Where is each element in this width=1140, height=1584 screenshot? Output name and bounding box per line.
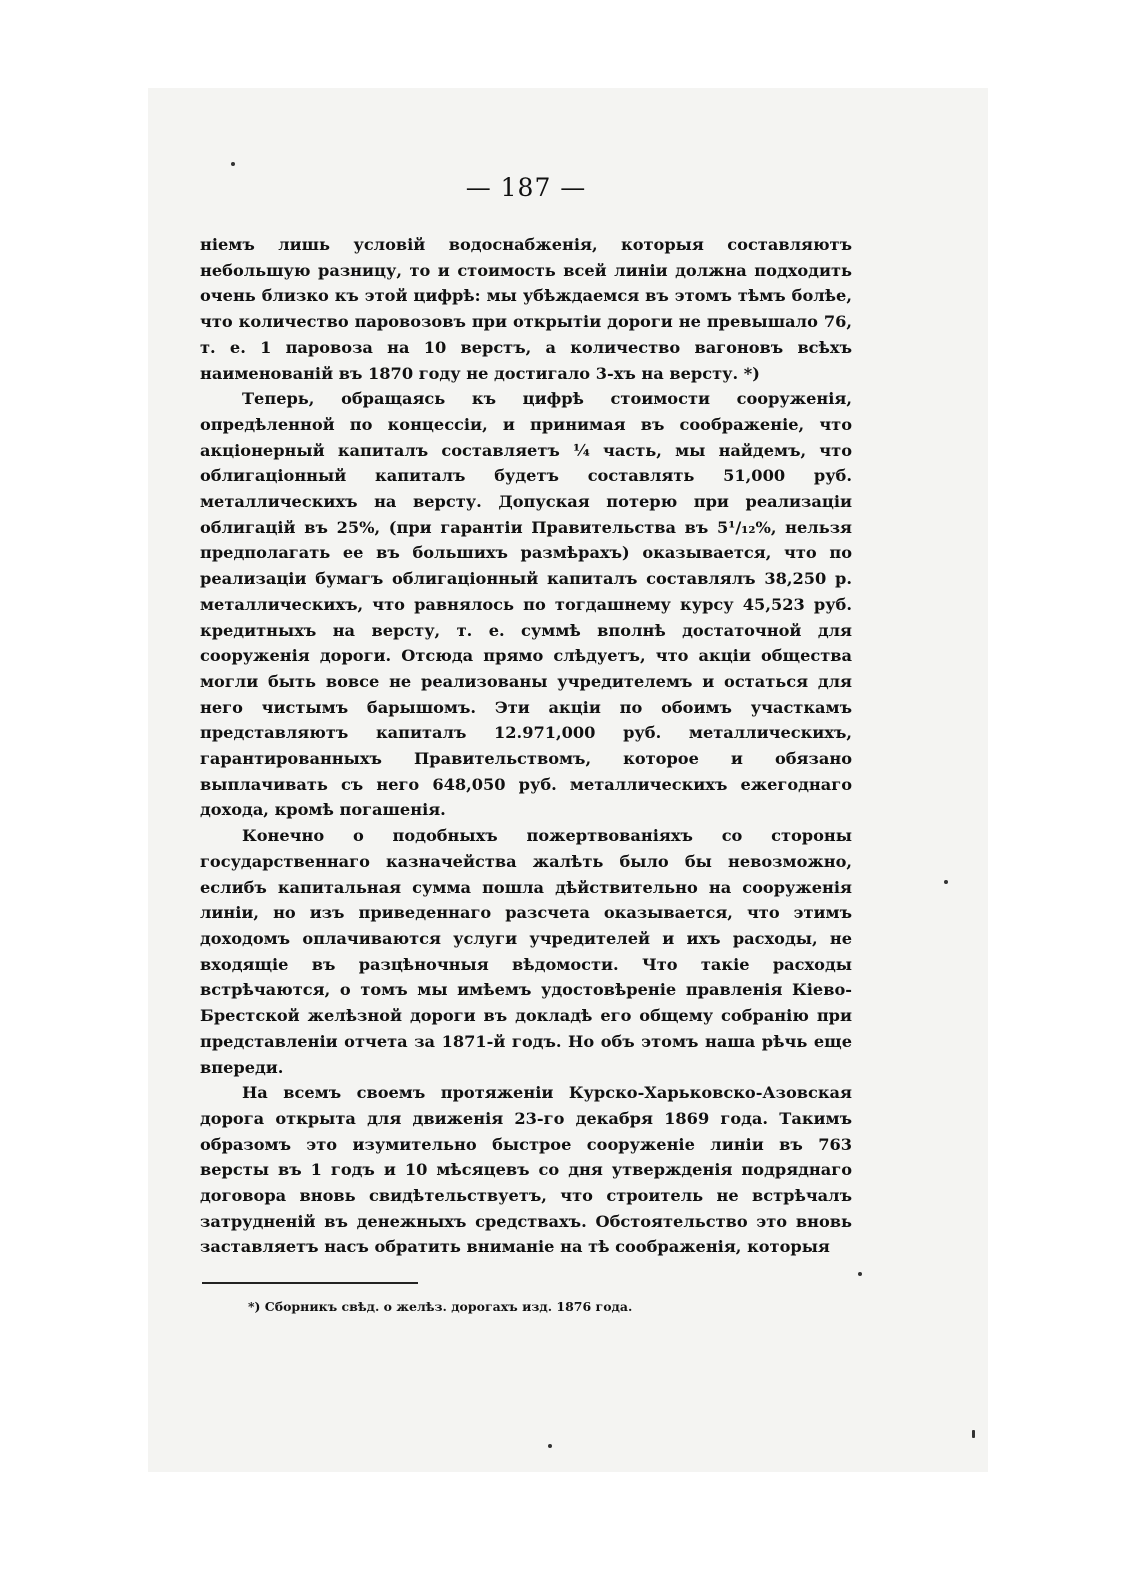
print-speck <box>944 880 948 884</box>
footnote: *) Сборникъ свѣд. о желѣз. дорогахъ изд. 1876 года. <box>248 1299 633 1315</box>
print-speck <box>972 1430 975 1438</box>
page-number: — 187 — <box>465 173 587 202</box>
book-page <box>200 170 852 1316</box>
paragraph-3: Конечно о подобныхъ пожертвованіяхъ со стороны государственнаго казначейства жалѣть было бы невозможно, еслибъ капитальная сумма пошла дѣйствительно на сооруженія линіи, но изъ приведеннаго разсчета оказывается, что этимъ доходомъ оплачиваются услуги учредителей и ихъ расходы, не входящіе въ разцѣночныя вѣдомости. Что такіе расходы встрѣчаются, о томъ мы имѣемъ удостовѣреніе правленія Кіево-Брестской желѣзной дороги въ докладѣ его общему собранію при представленіи отчета за 1871-й годъ. Но объ этомъ наша рѣчь еще впереди. <box>200 826 852 1077</box>
paragraph-1: ніемъ лишь условій водоснабженія, которыя составляютъ небольшую разницу, то и стоимость всей линіи должна подходить очень близко къ этой цифрѣ: мы убѣждаемся въ этомъ тѣмъ болѣе, что количество паровозовъ при открытіи дороги не превышало 76, т. е. 1 паровоза на 10 верстъ, а количество вагоновъ всѣхъ наименованій въ 1870 году не достигало 3-хъ на версту. *) <box>200 235 852 383</box>
print-speck <box>548 1444 552 1448</box>
paragraph-2: Теперь, обращаясь къ цифрѣ стоимости сооруженія, опредѣленной по концессіи, и принимая въ соображеніе, что акціонерный капиталъ составляетъ ¼ часть, мы найдемъ, что облигаціонный капиталъ будетъ составлять 51,000 руб. металлическихъ на версту. Допуская потерю при реализаціи облигацій въ 25%, (при гарантіи Правительства въ 5¹/₁₂%, нельзя предполагать ее въ большихъ размѣрахъ) оказывается, что по реализаціи бумагъ облигаціонный капиталъ составлялъ 38,250 р. металлическихъ, что равнялось по тогдашнему курсу 45,523 руб. кредитныхъ на версту, т. е. суммѣ вполнѣ достаточной для сооруженія дороги. Отсюда прямо слѣдуетъ, что акціи общества могли быть вовсе не реализованы учредителемъ и остаться для него чистымъ барышомъ. Эти акціи по обоимъ участкамъ представляютъ капиталъ 12.971,000 руб. металлическихъ, гарантированныхъ Правительствомъ, которое и обязано выплачивать съ него 648,050 руб. металлическихъ ежегоднаго дохода, кромѣ погашенія. <box>200 389 852 820</box>
print-speck <box>858 1272 862 1276</box>
footnote-separator <box>202 1282 418 1284</box>
paragraph-4: На всемъ своемъ протяженіи Курско-Харьковско-Азовская дорога открыта для движенія 23-го декабря 1869 года. Такимъ образомъ это изумительно быстрое сооруженіе линіи въ 763 версты въ 1 годъ и 10 мѣсяцевъ со дня утвержденія подряднаго договора вновь свидѣтельствуетъ, что строитель не встрѣчалъ затрудненій въ денежныхъ средствахъ. Обстоятельство это вновь заставляетъ насъ обратить вниманіе на тѣ соображенія, которыя <box>200 1083 852 1257</box>
print-speck <box>231 162 235 166</box>
